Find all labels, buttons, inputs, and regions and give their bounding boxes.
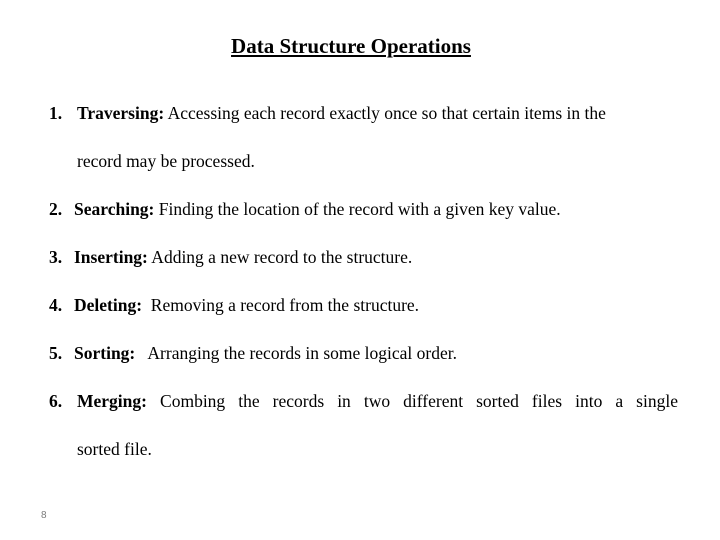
item-text — [77, 103, 606, 124]
item-description: Removing a record from the structure. — [142, 295, 420, 315]
item-term: Searching: — [74, 199, 155, 219]
item-description-continued: record may be processed. — [77, 151, 255, 171]
item-number: 3. — [49, 247, 63, 267]
item-text — [74, 247, 412, 268]
item-description: Arranging the records in some logical order. — [135, 343, 457, 363]
item-term: Merging: — [77, 391, 147, 411]
item-description: Combing the records in two different sorted files into a single — [146, 391, 678, 411]
item-term: Traversing: — [77, 103, 165, 123]
item-text — [77, 391, 678, 412]
item-description-continued: sorted file. — [77, 439, 152, 459]
item-number: 2. — [49, 199, 63, 219]
item-text — [74, 343, 457, 364]
slide-title: Data Structure Operations — [231, 34, 471, 58]
item-term: Sorting: — [74, 343, 136, 363]
item-description: Finding the location of the record with a given key value. — [154, 199, 561, 219]
item-description: Adding a new record to the structure. — [147, 247, 413, 267]
page-number: 8 — [41, 510, 47, 521]
item-number: 5. — [49, 343, 63, 363]
item-number: 4. — [49, 295, 63, 315]
item-term: Deleting: — [74, 295, 143, 315]
item-description: Accessing each record exactly once so that certain items in the — [164, 103, 606, 123]
item-text — [74, 199, 561, 220]
item-term: Inserting: — [74, 247, 148, 267]
item-number: 1. — [49, 103, 63, 123]
item-text — [74, 295, 419, 316]
item-number: 6. — [49, 391, 63, 411]
